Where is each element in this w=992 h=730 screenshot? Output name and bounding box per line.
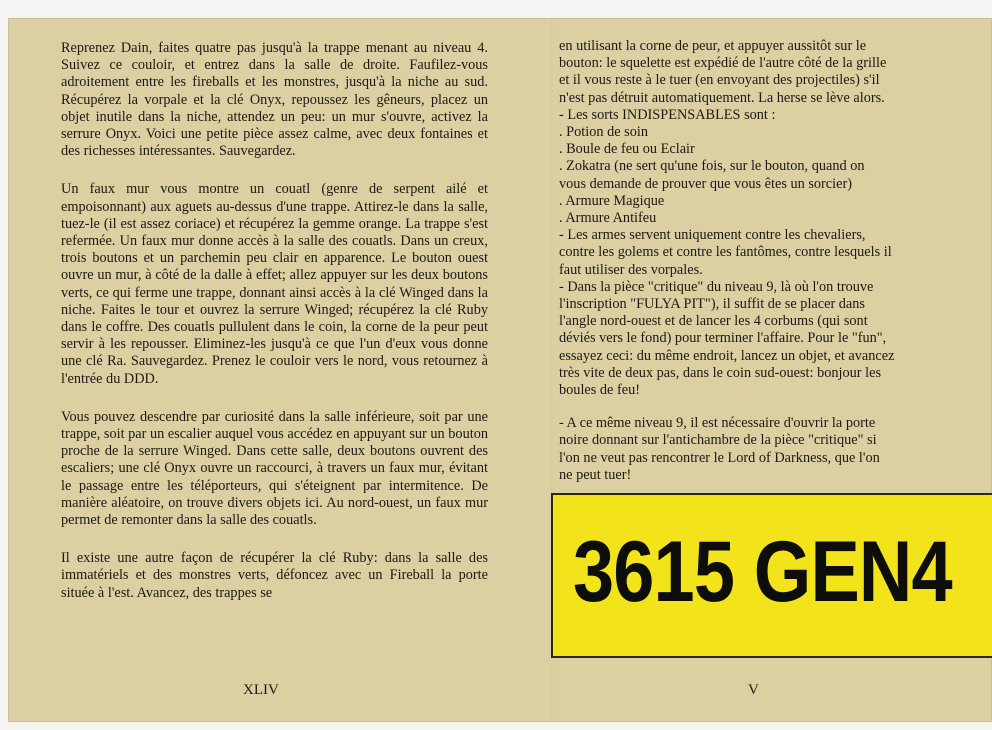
text-line: contre les golems et contre les fantômes, contre lesquels il bbox=[559, 244, 892, 261]
text-line: . Armure Antifeu bbox=[559, 210, 657, 227]
text-line: . Boule de feu ou Eclair bbox=[559, 141, 695, 158]
right-page-text bbox=[559, 38, 992, 484]
text-line: l'on ne veut pas rencontrer le Lord of Darkness, que l'on bbox=[559, 449, 880, 466]
text-line: - Les armes servent uniquement contre les chevaliers, bbox=[559, 227, 866, 244]
paragraph: Un faux mur vous montre un couatl (genre de serpent ailé et empoisonnant) aux aguets au-dessus d'une trappe. Attirez-le dans la salle, tuez-le (il est assez coriace) et récupérez la gemme orange. La trappe s'est refermée. Un faux mur donne accès à la salle des couatls. Dans un creux, trois boutons et un parchemin peu clair en apparence. Le bouton ouest ouvre un mur, à côté de la dalle à effet; allez appuyer sur les deux boutons verts, ce qui ferme une trappe, donnant ainsi accès à la clé Winged dans la niche. Faites le tour et ouvrez la serrure Winged; récupérez la clé Ruby dans le coffre. Des couatls pullulent dans le coin, la corne de la peur peut servir à les repousser. Eliminez-les jusqu'à ce que l'un d'eux vous donne une clé Ra. Sauvegardez. Prenez le couloir vers le nord, vous retournez à l'entrée du DDD. bbox=[61, 181, 488, 387]
paragraph: Il existe une autre façon de récupérer la clé Ruby: dans la salle des immatériels et des monstres verts, défoncez avec un Fireball la porte située à l'est. Avancez, des trappes se bbox=[61, 550, 488, 601]
text-line: essayez ceci: du même endroit, lancez un objet, et avancez bbox=[559, 347, 895, 364]
text-line: ne peut tuer! bbox=[559, 466, 632, 483]
text-line: déviés vers le fond) pour terminer l'affaire. Pour le "fun", bbox=[559, 330, 887, 347]
text-line: . Armure Magique bbox=[559, 192, 665, 209]
minitel-banner bbox=[551, 493, 992, 658]
text-line: et il vous reste à le tuer (en envoyant des projectiles) s'il bbox=[559, 72, 880, 89]
left-page-text bbox=[61, 40, 488, 623]
text-line: - A ce même niveau 9, il est nécessaire d'ouvrir la porte bbox=[559, 415, 876, 432]
text-line: l'angle nord-ouest et de lancer les 4 corbums (qui sont bbox=[559, 313, 868, 330]
text-line: boules de feu! bbox=[559, 382, 640, 399]
text-line: . Potion de soin bbox=[559, 124, 648, 141]
text-line: l'inscription "FULYA PIT"), il suffit de se placer dans bbox=[559, 296, 865, 313]
text-line: faut utiliser des vorpales. bbox=[559, 261, 703, 278]
page-number-right: V bbox=[748, 682, 759, 698]
text-line: noire donnant sur l'antichambre de la pièce "critique" si bbox=[559, 432, 877, 449]
paragraph: Reprenez Dain, faites quatre pas jusqu'à la trappe menant au niveau 4. Suivez ce couloir, et entrez dans la salle de droite. Faufilez-vous adroitement entre les fireballs et les monstres, jusqu'à la niche au sud. Récupérez la vorpale et la clé Onyx, repoussez les gêneurs, placez un objet inutile dans la niche, attendez un peu: un mur s'ouvre, activez la serrure Onyx. Voici une petite pièce assez calme, avec deux fontaines et des richesses intéressantes. Sauvegardez. bbox=[61, 40, 488, 160]
text-line: très vite de deux pas, dans le coin sud-ouest: bonjour les bbox=[559, 364, 882, 381]
page-number-left: XLIV bbox=[243, 682, 279, 698]
booklet-spread bbox=[8, 18, 992, 722]
text-line: bouton: le squelette est expédié de l'autre côté de la grille bbox=[559, 55, 887, 72]
text-line: . Zokatra (ne sert qu'une fois, sur le bouton, quand on bbox=[559, 158, 865, 175]
paragraph-gap bbox=[559, 399, 992, 415]
text-line: en utilisant la corne de peur, et appuyer aussitôt sur le bbox=[559, 38, 867, 54]
paragraph: Vous pouvez descendre par curiosité dans la salle inférieure, soit par une trappe, soit par un escalier auquel vous accédez en appuyant sur un bouton proche de la serrure Winged. Dans cette salle, deux boutons ouvrent des escaliers; une clé Onyx ouvre un raccourci, à travers un faux mur, évitant le passage entre les téléporteurs, qui s'éteignent par intermitence. De manière aléatoire, on trouve divers objets ici. Au nord-ouest, un faux mur permet de remonter dans la salle des couatls. bbox=[61, 408, 488, 529]
banner-text: 3615 GEN4 bbox=[573, 524, 952, 620]
text-line: vous demande de prouver que vous êtes un sorcier) bbox=[559, 175, 852, 192]
text-line: - Les sorts INDISPENSABLES sont : bbox=[559, 106, 776, 123]
text-line: - Dans la pièce "critique" du niveau 9, là où l'on trouve bbox=[559, 278, 874, 295]
text-line: n'est pas détruit automatiquement. La herse se lève alors. bbox=[559, 89, 885, 106]
